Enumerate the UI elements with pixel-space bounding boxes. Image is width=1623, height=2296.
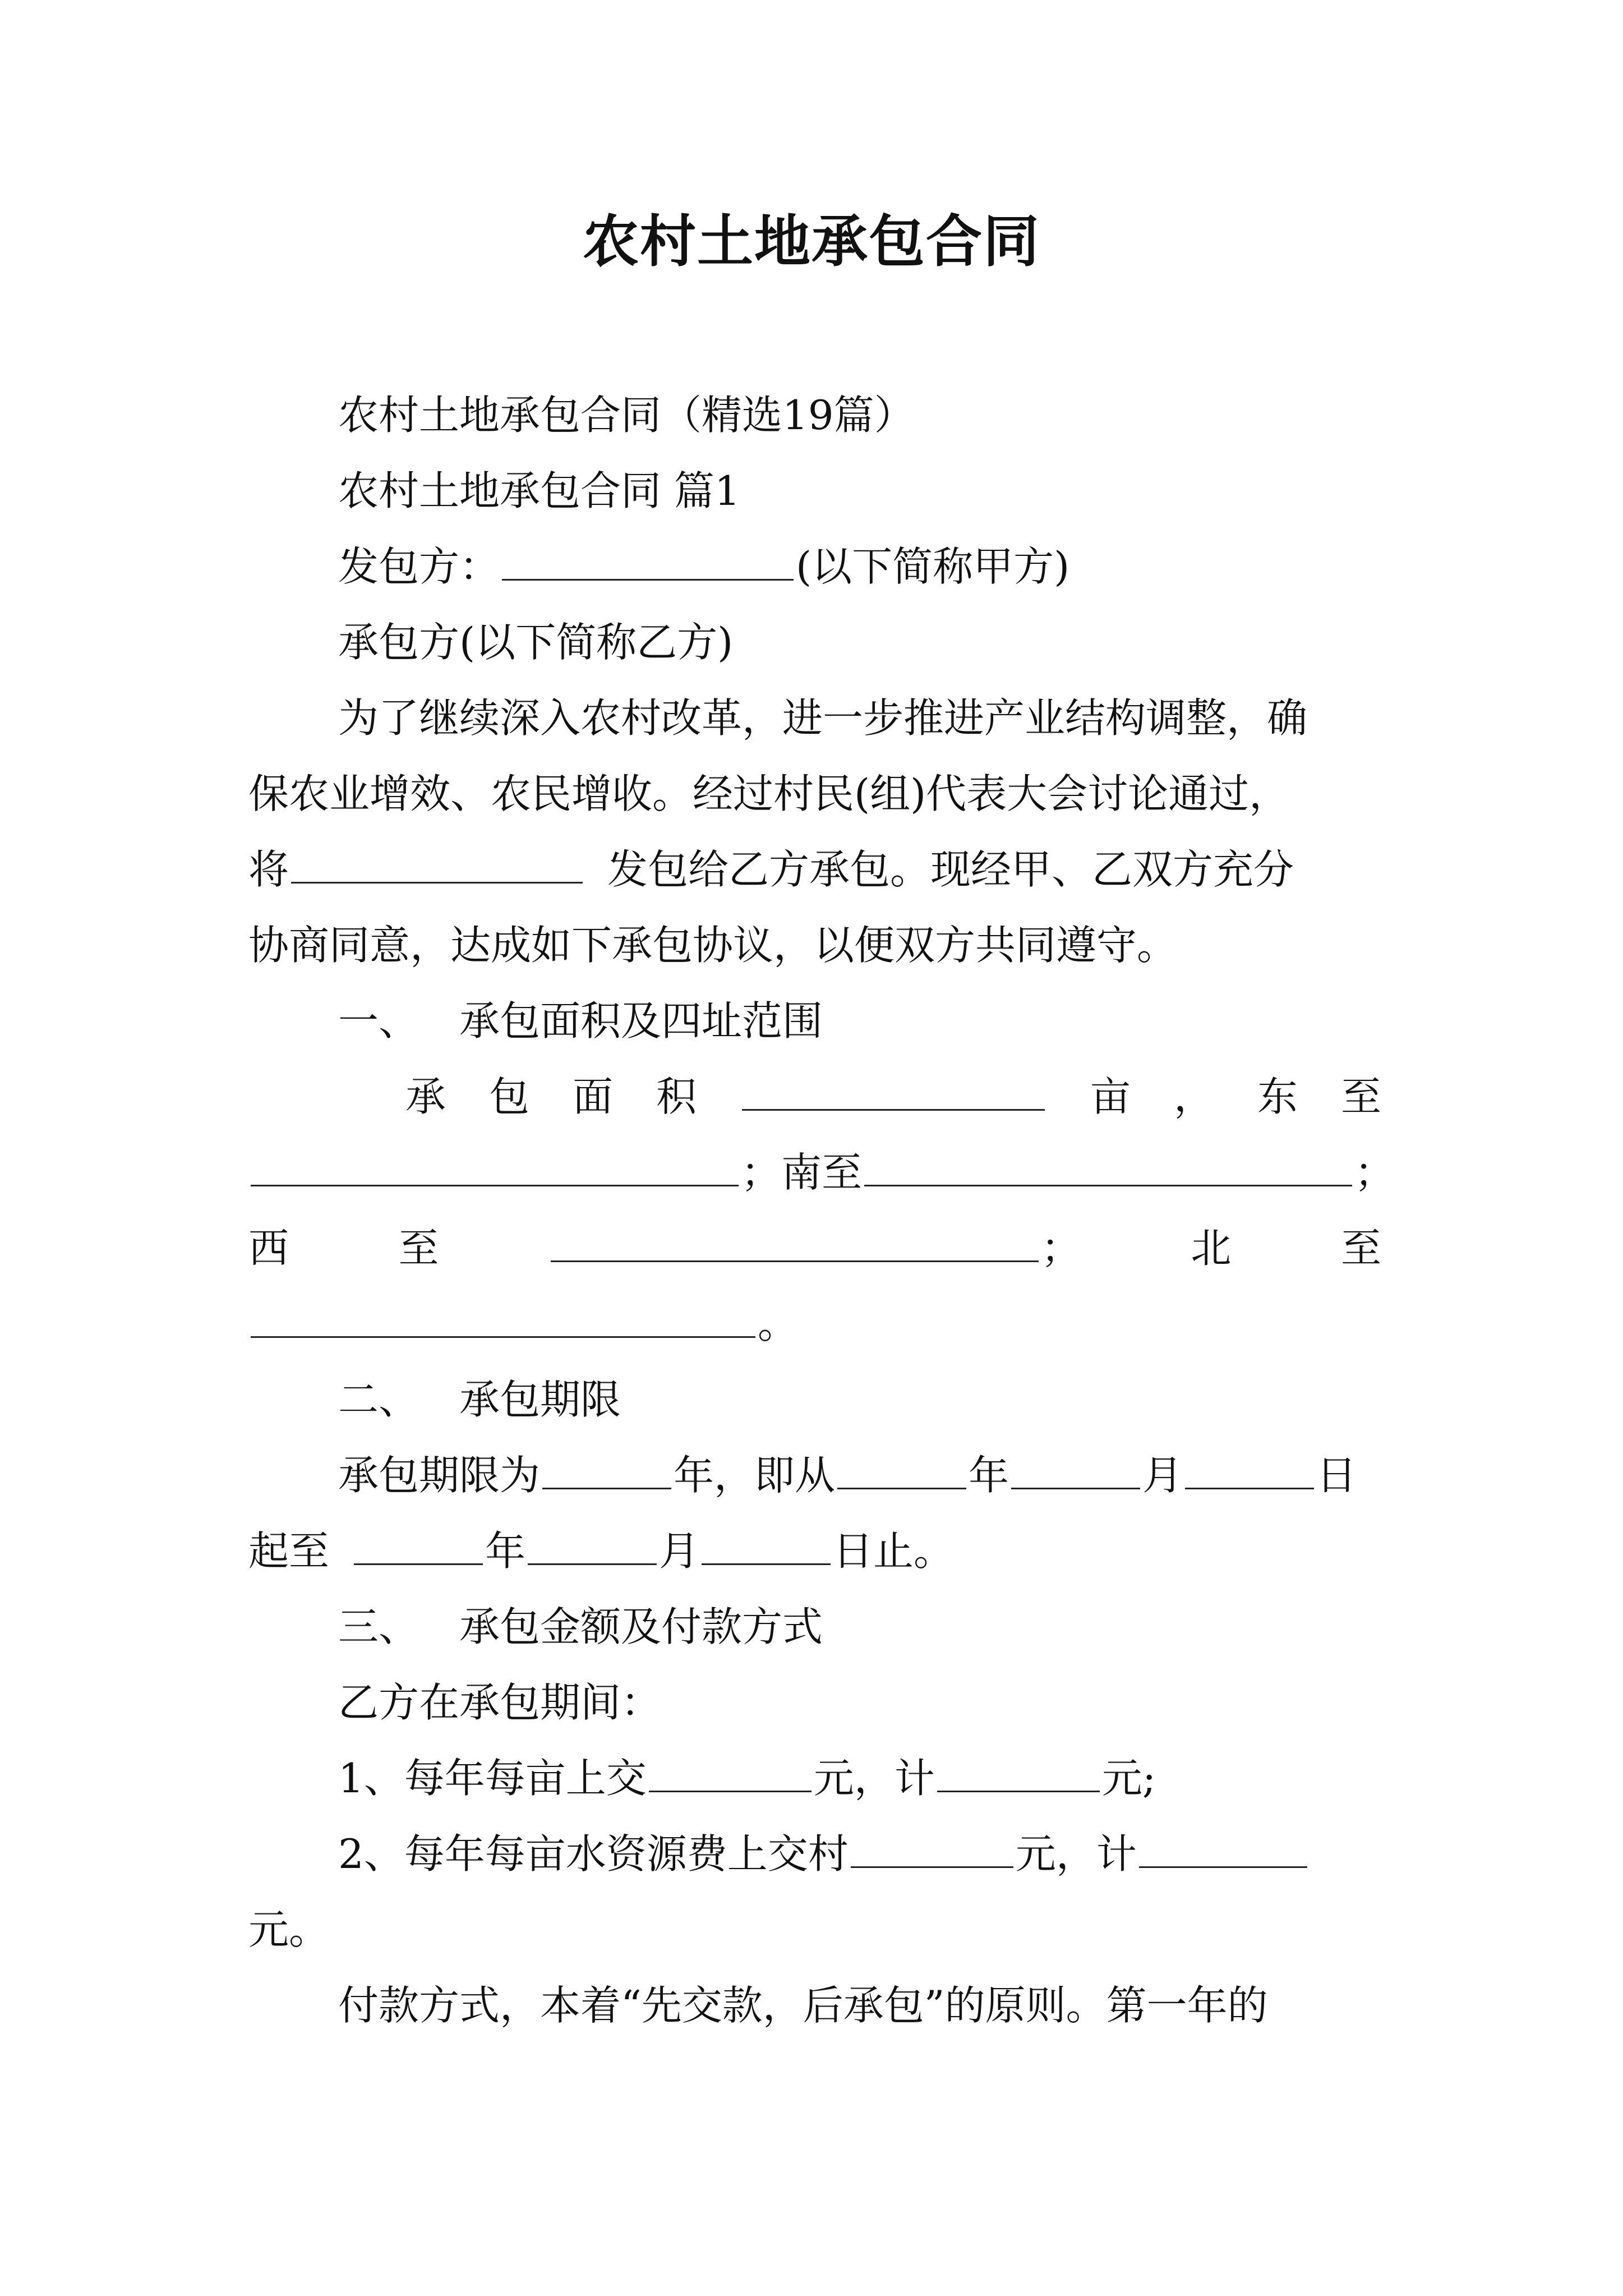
party-a-line [248, 539, 1381, 595]
west-char: 至 [398, 1225, 439, 1272]
blank-field [502, 542, 794, 581]
section-2-heading [248, 1372, 1381, 1428]
blank-field [291, 845, 583, 884]
article-heading: 农村土地承包合同 篇1 [338, 467, 740, 514]
blank-field [1185, 1451, 1314, 1489]
term-line [248, 1523, 1381, 1579]
term-text: 年，即从 [674, 1452, 836, 1499]
fee-item-2-end: 元。 [248, 1906, 330, 1953]
blank-field [742, 1072, 1045, 1111]
blank-field [551, 1223, 1039, 1262]
fee-item-1 [248, 1750, 1381, 1806]
section-number: 三、 [338, 1603, 419, 1650]
party-a-label: 发包方： [338, 543, 500, 590]
punctuation: ； [741, 1149, 782, 1196]
punctuation: 。 [758, 1300, 799, 1347]
intro-line: 为了继续深入农村改革，进一步推进产业结构调整，确 [338, 694, 1308, 742]
boundary-line [248, 1220, 1381, 1276]
blank-field [937, 1754, 1100, 1792]
punctuation: ， [1173, 1073, 1214, 1120]
punctuation: ； [1040, 1225, 1081, 1272]
area-char: 积 [656, 1073, 697, 1120]
boundary-line [248, 1144, 1395, 1200]
party-b-line: 承包方(以下简称乙方) [338, 619, 734, 666]
blank-field [649, 1754, 811, 1792]
section-title: 承包期限 [459, 1376, 621, 1423]
blank-field [1011, 1451, 1140, 1489]
term-text: 日 [1316, 1452, 1357, 1499]
fee-text: 元，计 [1015, 1830, 1137, 1878]
intro-line: 保农业增效、农民增收。经过村民(组)代表大会讨论通过， [248, 770, 1290, 817]
fee-text: 2、每年每亩水资源费上交村 [338, 1830, 849, 1878]
north-char: 北 [1191, 1225, 1232, 1272]
blank-field [251, 1148, 739, 1186]
blank-field [851, 1829, 1013, 1868]
east-char: 至 [1340, 1073, 1381, 1120]
term-text: 起至 [248, 1527, 330, 1575]
fee-item-2 [248, 1826, 1381, 1882]
section-number: 二、 [338, 1376, 419, 1423]
term-text: 月 [659, 1527, 700, 1575]
intro-text: 发包给乙方承包。现经甲、乙双方充分 [607, 846, 1294, 893]
fee-text: 元，计 [813, 1755, 935, 1802]
area-line [248, 1069, 1381, 1125]
section-title: 承包金额及付款方式 [459, 1603, 823, 1650]
punctuation: ； [1354, 1149, 1395, 1196]
area-char: 包 [489, 1073, 530, 1120]
term-text: 承包期限为 [338, 1452, 541, 1499]
fee-text: 1、每年每亩上交 [338, 1755, 647, 1802]
payment-line: 付款方式，本着“先交款，后承包”的原则。第一年的 [338, 1982, 1268, 2029]
blank-field [837, 1451, 966, 1489]
area-unit: 亩 [1090, 1073, 1131, 1120]
blank-field [864, 1148, 1352, 1186]
blank-field [528, 1526, 657, 1565]
blank-field [1139, 1829, 1307, 1868]
south-label: 南至 [781, 1149, 863, 1196]
blank-field [542, 1451, 671, 1489]
section-3-heading [248, 1599, 1381, 1655]
east-char: 东 [1257, 1073, 1298, 1120]
term-text: 年 [969, 1452, 1009, 1499]
fee-text: 元; [1101, 1755, 1156, 1802]
term-line [248, 1447, 1381, 1503]
blank-field [354, 1526, 483, 1565]
document-title: 农村土地承包合同 [583, 208, 1040, 274]
section-1-heading [248, 993, 1381, 1049]
area-char: 面 [573, 1073, 614, 1120]
intro-line: 协商同意，达成如下承包协议，以便双方共同遵守。 [248, 922, 1178, 969]
during-line: 乙方在承包期间： [338, 1679, 662, 1726]
subtitle: 农村土地承包合同（精选19篇） [338, 392, 915, 439]
west-char: 西 [248, 1225, 289, 1272]
boundary-line [248, 1296, 1381, 1352]
north-char: 至 [1340, 1225, 1381, 1272]
section-number: 一、 [338, 997, 419, 1045]
section-title: 承包面积及四址范围 [459, 997, 823, 1045]
intro-text: 将 [248, 846, 289, 893]
blank-field [702, 1526, 831, 1565]
term-text: 日止。 [833, 1527, 955, 1575]
blank-field [251, 1299, 755, 1338]
party-a-suffix: (以下简称甲方) [796, 543, 1070, 590]
term-text: 月 [1142, 1452, 1183, 1499]
term-text: 年 [485, 1527, 526, 1575]
intro-line [248, 841, 1381, 898]
area-char: 承 [405, 1073, 446, 1120]
